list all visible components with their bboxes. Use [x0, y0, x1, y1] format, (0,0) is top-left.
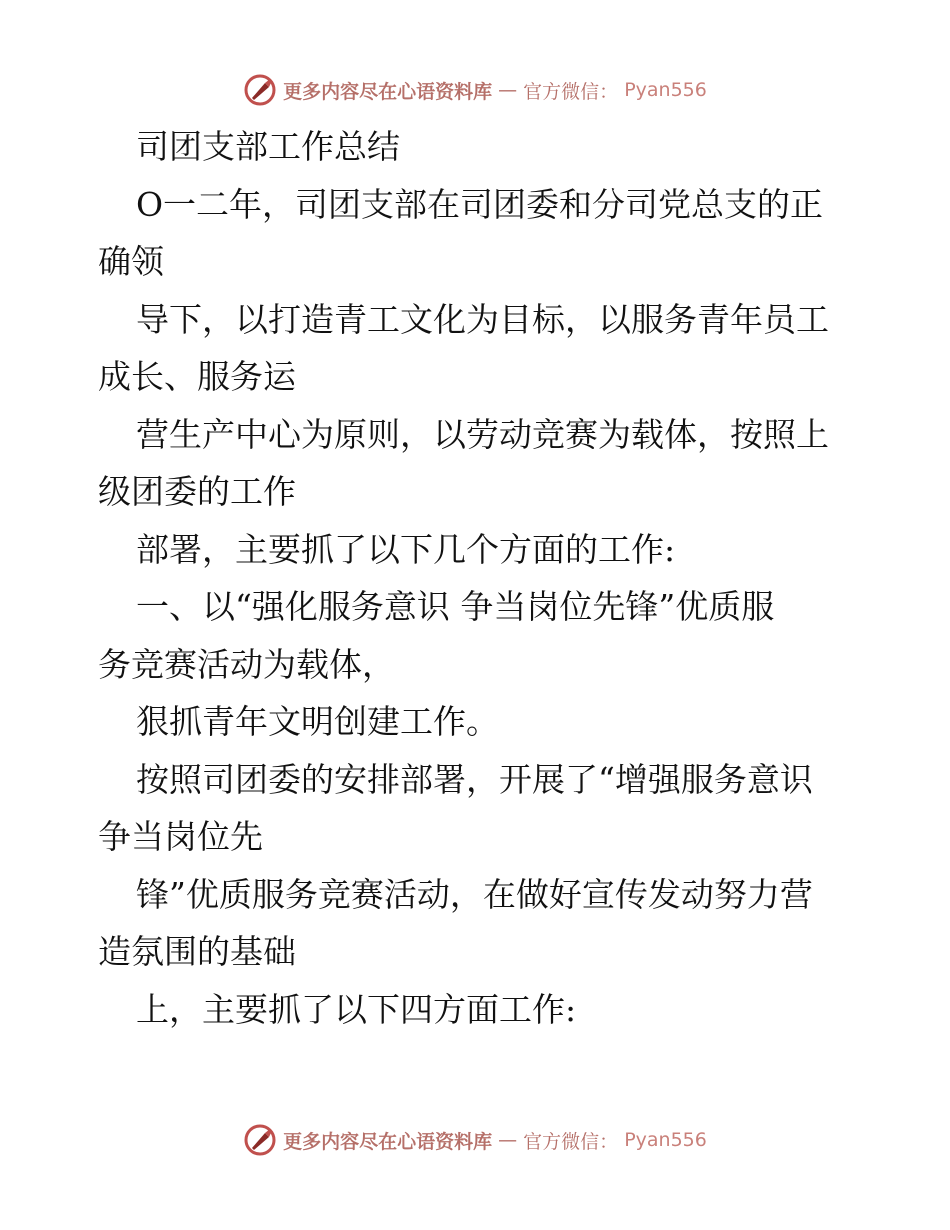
banner-wechat-id: Pyan556 — [624, 1129, 707, 1151]
text-line: 按照司团委的安排部署，开展了“增强服务意识 — [136, 759, 813, 799]
banner-wechat-id: Pyan556 — [624, 79, 707, 101]
text-line: 争当岗位先 — [98, 817, 263, 856]
document-title: 司团支部工作总结 — [136, 127, 400, 166]
text-line: 成长、服务运 — [98, 357, 296, 396]
section-heading-line: 一、以“强化服务意识 争当岗位先锋”优质服 — [136, 587, 775, 626]
banner-main-text: 更多内容尽在心语资料库 — [283, 1130, 493, 1153]
document-body — [98, 118, 858, 1038]
footer-watermark — [0, 1120, 950, 1160]
text-line: 造氛围的基础 — [98, 932, 296, 971]
text-line: 级团委的工作 — [98, 472, 296, 511]
banner-main-text: 更多内容尽在心语资料库 — [283, 80, 493, 103]
text-line: O一二年，司团支部在司团委和分司党总支的正 — [136, 184, 824, 224]
header-watermark — [0, 70, 950, 110]
banner-separator: — — [498, 79, 518, 101]
text-line: 狠抓青年文明创建工作。 — [136, 702, 499, 741]
text-line: 营生产中心为原则，以劳动竞赛为载体，按照上 — [136, 414, 829, 454]
text-line: 上，主要抓了以下四方面工作: — [136, 989, 577, 1029]
banner-label: 官方微信： — [523, 80, 619, 103]
text-line: 导下，以打造青工文化为目标，以服务青年员工 — [136, 299, 829, 339]
text-line: 锋”优质服务竞赛活动，在做好宣传发动努力营 — [136, 874, 813, 914]
text-line: 确领 — [98, 242, 164, 281]
pen-nib-logo-icon — [243, 73, 277, 107]
banner-label: 官方微信： — [523, 1130, 619, 1153]
text-line: 部署，主要抓了以下几个方面的工作: — [136, 529, 676, 569]
banner-separator: — — [498, 1129, 518, 1151]
pen-nib-logo-icon — [243, 1123, 277, 1157]
section-heading-line: 务竞赛活动为载体， — [98, 644, 395, 684]
